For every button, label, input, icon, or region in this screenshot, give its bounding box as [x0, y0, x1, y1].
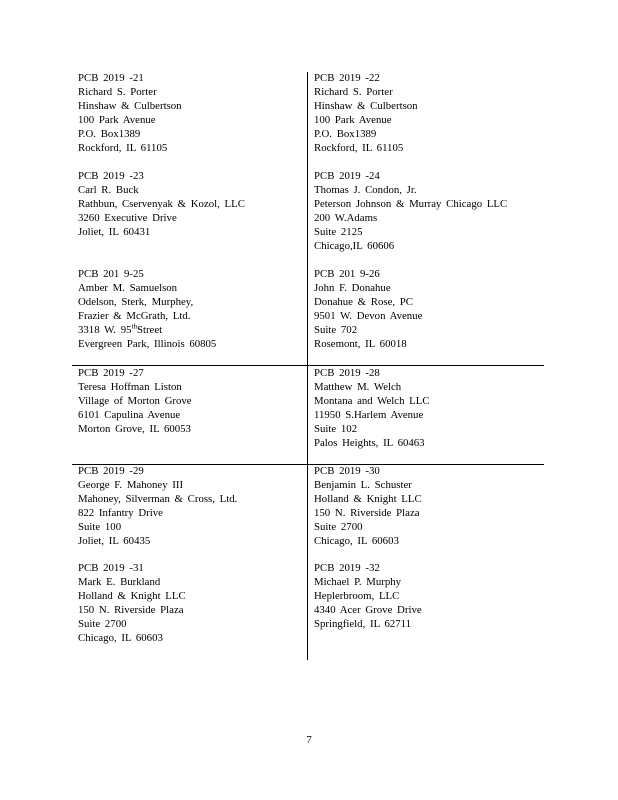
- city-state-zip: Chicago, IL 60603: [78, 631, 163, 644]
- attorney-name: Richard S. Porter: [314, 85, 393, 98]
- service-entry-pcb-2019-21: [78, 72, 303, 155]
- case-number: PCB 2019 -30: [314, 465, 380, 477]
- firm-name: Odelson, Sterk, Murphey,: [78, 295, 194, 308]
- service-entry-pcb-2019-27: [78, 367, 303, 437]
- address-line: Suite 2700: [314, 520, 363, 533]
- city-state-zip: Evergreen Park, Illinois 60805: [78, 337, 217, 350]
- city-state-zip: Chicago, IL 60603: [314, 534, 399, 547]
- address-line: [78, 324, 303, 338]
- firm-name: Hinshaw & Culbertson: [314, 99, 418, 112]
- firm-name: Village of Morton Grove: [78, 394, 192, 407]
- service-entry-pcb-2019-32: [314, 562, 539, 632]
- firm-name: Holland & Knight LLC: [78, 589, 186, 602]
- case-number: PCB 2019 -27: [78, 367, 144, 379]
- case-number: PCB 201 9-26: [314, 268, 380, 280]
- city-state-zip: Morton Grove, IL 60053: [78, 422, 191, 435]
- case-number: PCB 2019 -23: [78, 170, 144, 182]
- case-number: PCB 2019 -21: [78, 72, 144, 84]
- case-number: PCB 2019 -31: [78, 562, 144, 574]
- address-line: Suite 2125: [314, 225, 363, 238]
- firm-name: Hinshaw & Culbertson: [78, 99, 182, 112]
- address-line: 150 N. Riverside Plaza: [78, 603, 184, 616]
- address-line: Suite 102: [314, 422, 358, 435]
- case-number: PCB 2019 -32: [314, 562, 380, 574]
- address-line: 3260 Executive Drive: [78, 211, 177, 224]
- service-entry-pcb-2019-30: [314, 465, 539, 548]
- ordinal-suffix: th: [131, 322, 137, 331]
- service-entry-pcb-2019-29: [78, 465, 303, 548]
- city-state-zip: Palos Heights, IL 60463: [314, 436, 425, 449]
- attorney-name: Benjamin L. Schuster: [314, 478, 412, 491]
- attorney-name: George F. Mahoney III: [78, 478, 184, 491]
- attorney-name: Mark E. Burkland: [78, 575, 161, 588]
- attorney-name: Thomas J. Condon, Jr.: [314, 183, 417, 196]
- address-line: 6101 Capulina Avenue: [78, 408, 181, 421]
- address-line: 200 W.Adams: [314, 211, 378, 224]
- address-line: 9501 W. Devon Avenue: [314, 309, 423, 322]
- firm-name: Rathbun, Cservenyak & Kozol, LLC: [78, 197, 245, 210]
- street-suffix: Street: [136, 323, 163, 336]
- service-entry-pcb-2019-25: [78, 268, 303, 351]
- address-line: 11950 S.Harlem Avenue: [314, 408, 424, 421]
- address-line: 100 Park Avenue: [78, 113, 156, 126]
- case-number: PCB 2019 -22: [314, 72, 380, 84]
- city-state-zip: Springfield, IL 62711: [314, 617, 412, 630]
- service-entry-pcb-2019-31: [78, 562, 303, 645]
- address-line: 100 Park Avenue: [314, 113, 392, 126]
- attorney-name: Carl R. Buck: [78, 183, 139, 196]
- address-line: P.O. Box1389: [314, 127, 377, 140]
- service-entry-pcb-2019-28: [314, 367, 539, 450]
- address-line: P.O. Box1389: [78, 127, 141, 140]
- firm-name: Heplerbroom, LLC: [314, 589, 400, 602]
- address-line: Suite 100: [78, 520, 122, 533]
- service-entry-pcb-2019-22: [314, 72, 539, 155]
- address-line: Suite 2700: [78, 617, 127, 630]
- attorney-name: Richard S. Porter: [78, 85, 157, 98]
- attorney-name: John F. Donahue: [314, 281, 391, 294]
- case-number: PCB 2019 -28: [314, 367, 380, 379]
- address-line: 822 Infantry Drive: [78, 506, 163, 519]
- city-state-zip: Chicago,IL 60606: [314, 239, 395, 252]
- case-number: PCB 201 9-25: [78, 268, 144, 280]
- firm-name: Peterson Johnson & Murray Chicago LLC: [314, 197, 508, 210]
- firm-name: Donahue & Rose, PC: [314, 295, 413, 308]
- city-state-zip: Rosemont, IL 60018: [314, 337, 407, 350]
- street-number: 3318 W. 95: [78, 323, 132, 336]
- attorney-name: Amber M. Samuelson: [78, 281, 178, 294]
- attorney-name: Michael P. Murphy: [314, 575, 402, 588]
- firm-name: Holland & Knight LLC: [314, 492, 422, 505]
- address-line: 150 N. Riverside Plaza: [314, 506, 420, 519]
- case-number: PCB 2019 -24: [314, 170, 380, 182]
- city-state-zip: Rockford, IL 61105: [314, 141, 404, 154]
- row-divider-1: [72, 365, 544, 366]
- city-state-zip: Joliet, IL 60435: [78, 534, 151, 547]
- city-state-zip: Rockford, IL 61105: [78, 141, 168, 154]
- page-number: 7: [306, 734, 312, 746]
- firm-name-continued: Frazier & McGrath, Ltd.: [78, 309, 191, 322]
- city-state-zip: Joliet, IL 60431: [78, 225, 151, 238]
- case-number: PCB 2019 -29: [78, 465, 144, 477]
- attorney-name: Teresa Hoffman Liston: [78, 380, 182, 393]
- firm-name: Mahoney, Silverman & Cross, Ltd.: [78, 492, 238, 505]
- address-line: Suite 702: [314, 323, 358, 336]
- service-entry-pcb-2019-24: [314, 170, 539, 253]
- attorney-name: Matthew M. Welch: [314, 380, 402, 393]
- service-entry-pcb-2019-26: [314, 268, 539, 351]
- service-entry-pcb-2019-23: [78, 170, 303, 240]
- column-divider: [307, 72, 308, 660]
- address-line: 4340 Acer Grove Drive: [314, 603, 422, 616]
- firm-name: Montana and Welch LLC: [314, 394, 430, 407]
